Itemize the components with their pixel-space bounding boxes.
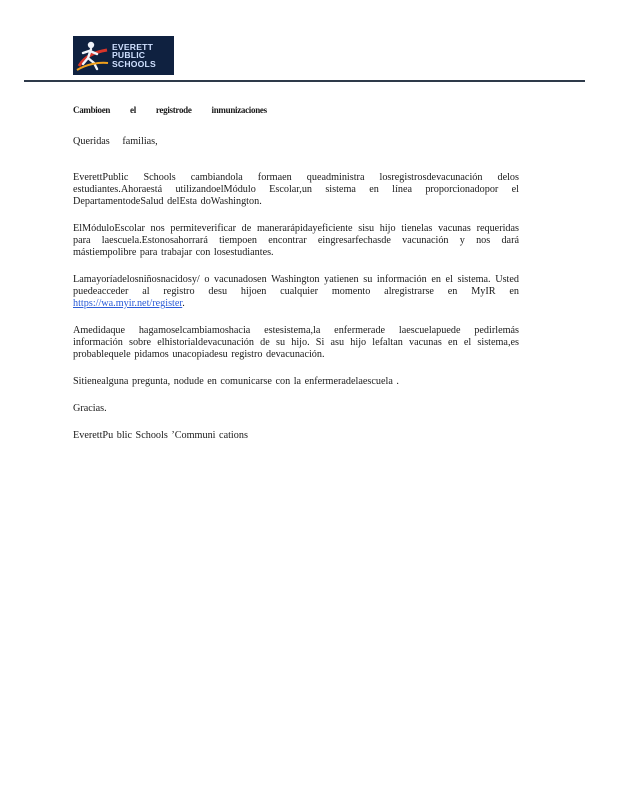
paragraph-1: EverettPublic Schools cambiandola formaen queadministra losregistrosdevacunación delos estudiantes.Ahoraestá utilizandoelMódulo Escolar,un sistema en línea proporcionadopor el DepartamentodeSalud delEsta doWashington.	[73, 172, 519, 207]
closing: Gracias.	[73, 403, 107, 414]
header-divider	[24, 80, 585, 82]
paragraph-2: ElMóduloEscolar nos permiteverificar de manerarápidayeficiente sisu hijo tienelas vacunas requeridas para laescuela.Estonosahorrará tiempoen encontrar eingresarfechasde vacunación y nos dará mástiempolibre para trabajar con losestudiantes.	[73, 223, 519, 258]
myir-register-link[interactable]: https://wa.myir.net/register	[73, 298, 183, 309]
logo-wordmark: EVERETT PUBLIC SCHOOLS	[112, 41, 156, 69]
paragraph-3-end: .	[182, 298, 185, 309]
runner-icon	[73, 36, 109, 75]
letter-body	[73, 104, 519, 457]
paragraph-5: Sitienealguna pregunta, nodude en comunicarse con la enfermeradelaescuela .	[73, 376, 399, 387]
paragraph-3-text: Lamayoríadelosniñosnacidosy/ o vacunadosen Washington yatienen su información en el sistema. Usted puedeacceder al registro desu hijoen cualquier momento alregistrarse en MyIR en	[73, 274, 519, 297]
letter-title: Cambioen el registrode inmunizaciones	[73, 105, 267, 115]
letter-greeting: Queridas familias,	[73, 136, 158, 147]
paragraph-3	[73, 274, 519, 310]
paragraph-4: Amedidaque hagamoselcambiamoshacia estesistema,la enfermerade laescuelapuede pedirlemás información sobre elhistorialdevacunación de su hijo. Si asu hijo lefaltan vacunas en el sistema,es probablequele pidamos unacopiadesu registro devacunación.	[73, 325, 519, 360]
signature: EverettPu blic Schools ’Communi cations	[73, 430, 248, 441]
district-logo	[73, 36, 174, 75]
